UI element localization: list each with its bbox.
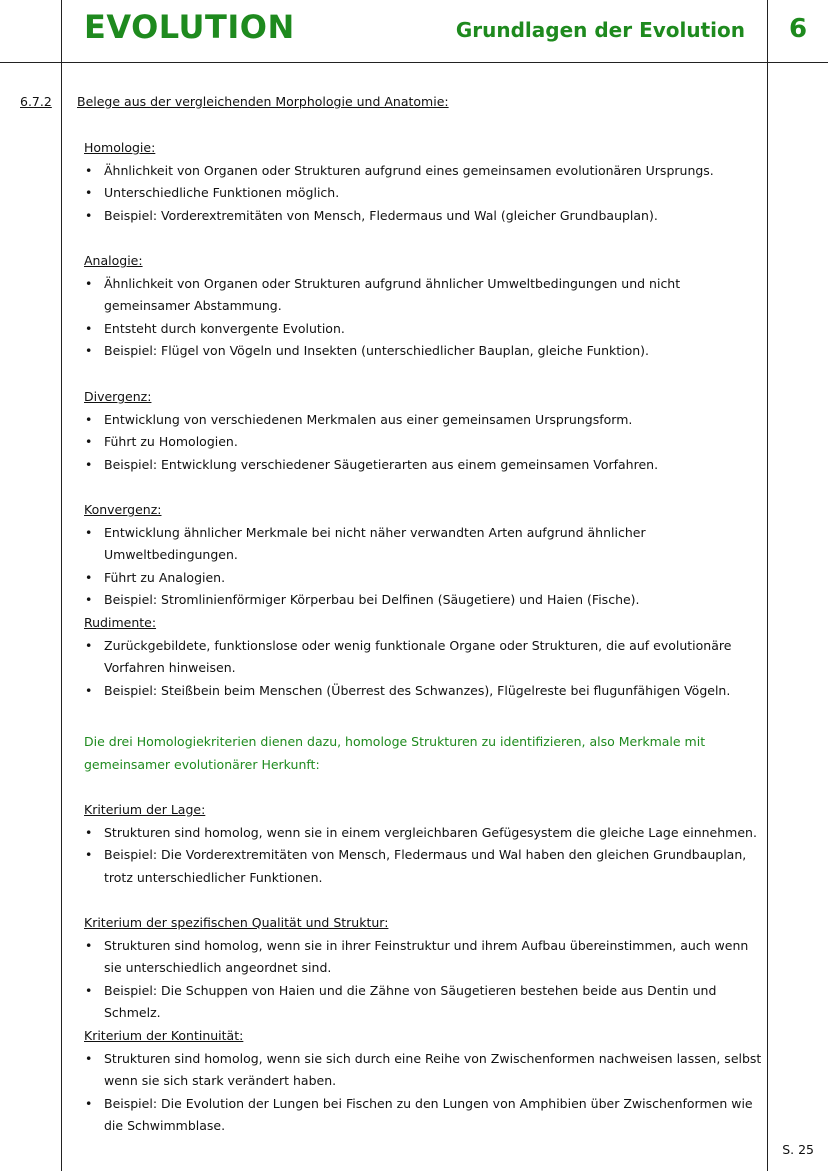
block-analogie — [84, 250, 764, 363]
block-heading: Konvergenz: — [84, 502, 162, 517]
homology-criteria-note: Die drei Homologiekriterien dienen dazu, homologe Strukturen zu identifizieren, also Merkmale mit gemeinsamer evolutionärer Herkunft: — [84, 734, 706, 772]
bullet-list — [84, 409, 764, 477]
list-item: • Entwicklung ähnlicher Merkmale bei nicht näher verwandten Arten aufgrund ähnlicher Umweltbedingungen. — [84, 522, 764, 567]
right-margin-line — [767, 0, 768, 1171]
list-item: • Führt zu Homologien. — [84, 431, 764, 454]
list-item: • Zurückgebildete, funktionslose oder wenig funktionale Organe oder Strukturen, die auf evolutionäre Vorfahren hinweisen. — [84, 635, 764, 680]
criterion-lage — [84, 799, 764, 889]
list-item: • Beispiel: Steißbein beim Menschen (Überrest des Schwanzes), Flügelreste bei flugunfähigen Vögeln. — [84, 680, 764, 703]
list-item: • Entsteht durch konvergente Evolution. — [84, 318, 764, 341]
list-item: • Beispiel: Die Vorderextremitäten von Mensch, Fledermaus und Wal haben den gleichen Grundbauplan, trotz unterschiedlicher Funktionen. — [84, 844, 764, 889]
list-item: • Beispiel: Die Evolution der Lungen bei Fischen zu den Lungen von Amphibien über Zwischenformen wie die Schwimmblase. — [84, 1093, 764, 1138]
chapter-number: 6 — [788, 14, 808, 44]
criterion-heading: Kriterium der Kontinuität: — [84, 1028, 244, 1043]
section-number: 6.7.2 — [20, 94, 52, 109]
list-item: • Strukturen sind homolog, wenn sie in ihrer Feinstruktur und ihrem Aufbau übereinstimmen, auch wenn sie unterschiedlich angeordnet sind. — [84, 935, 764, 980]
list-item: • Ähnlichkeit von Organen oder Strukturen aufgrund eines gemeinsamen evolutionären Ursprungs. — [84, 160, 764, 183]
list-item: • Beispiel: Vorderextremitäten von Mensch, Fledermaus und Wal (gleicher Grundbauplan). — [84, 205, 764, 228]
list-item: • Beispiel: Die Schuppen von Haien und die Zähne von Säugetieren bestehen beide aus Dentin und Schmelz. — [84, 980, 764, 1025]
criterion-heading: Kriterium der Lage: — [84, 802, 206, 817]
list-item: • Beispiel: Entwicklung verschiedener Säugetierarten aus einem gemeinsamen Vorfahren. — [84, 454, 764, 477]
block-divergenz — [84, 386, 764, 476]
bullet-list — [84, 935, 764, 1025]
page-title: EVOLUTION — [84, 8, 295, 46]
bullet-list — [84, 822, 764, 890]
bullet-list — [84, 635, 764, 703]
block-heading: Homologie: — [84, 140, 156, 155]
list-item: • Entwicklung von verschiedenen Merkmalen aus einer gemeinsamen Ursprungsform. — [84, 409, 764, 432]
list-item: • Beispiel: Flügel von Vögeln und Insekten (unterschiedlicher Bauplan, gleiche Funktion). — [84, 340, 764, 363]
header-divider — [0, 62, 828, 63]
page-number: S. 25 — [782, 1142, 814, 1157]
chapter-title: Grundlagen der Evolution — [455, 18, 745, 42]
list-item: • Ähnlichkeit von Organen oder Strukturen aufgrund ähnlicher Umweltbedingungen und nicht gemeinsamer Abstammung. — [84, 273, 764, 318]
bullet-list — [84, 273, 764, 363]
list-item: • Beispiel: Stromlinienförmiger Körperbau bei Delfinen (Säugetiere) und Haien (Fische). — [84, 589, 764, 612]
criterion-kontinuitaet — [84, 1025, 764, 1138]
list-item: • Strukturen sind homolog, wenn sie sich durch eine Reihe von Zwischenformen nachweisen lassen, selbst wenn sie sich stark verändert haben. — [84, 1048, 764, 1093]
bullet-list — [84, 160, 764, 228]
bullet-list — [84, 522, 764, 612]
criterion-qualitaet — [84, 912, 764, 1025]
block-konvergenz — [84, 499, 764, 612]
list-item: • Führt zu Analogien. — [84, 567, 764, 590]
left-margin-line — [61, 0, 62, 1171]
block-heading: Rudimente: — [84, 615, 157, 630]
block-rudimente — [84, 612, 764, 702]
criterion-heading: Kriterium der spezifischen Qualität und Struktur: — [84, 915, 389, 930]
block-heading: Divergenz: — [84, 389, 152, 404]
block-homologie — [84, 137, 764, 227]
section-title: Belege aus der vergleichenden Morphologie und Anatomie: — [77, 94, 449, 109]
bullet-list — [84, 1048, 764, 1138]
list-item: • Strukturen sind homolog, wenn sie in einem vergleichbaren Gefügesystem die gleiche Lage einnehmen. — [84, 822, 764, 845]
block-heading: Analogie: — [84, 253, 143, 268]
list-item: • Unterschiedliche Funktionen möglich. — [84, 182, 764, 205]
